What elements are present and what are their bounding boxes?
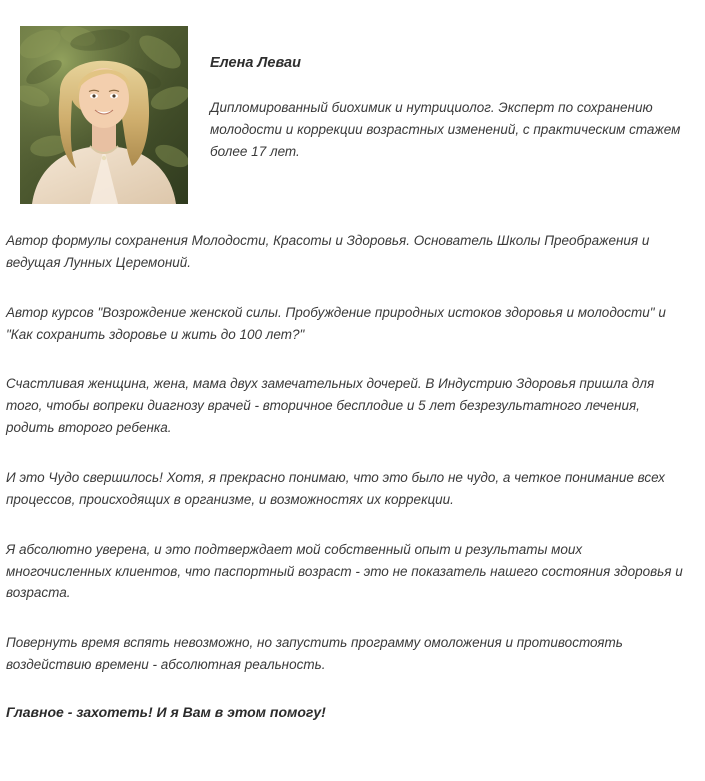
bio-paragraph-4: И это Чудо свершилось! Хотя, я прекрасно понимаю, что это было не чудо, а четкое понимание всех процессов, происходящих в организме, и возможностях их коррекции. <box>6 470 665 507</box>
bio-paragraph-6: Повернуть время вспять невозможно, но запустить программу омоложения и противостоять воздействию времени - абсолютная реальность. <box>6 635 623 673</box>
bio-paragraph-5: Я абсолютно уверена, и это подтверждает мой собственный опыт и результаты моих многочисленных клиентов, что паспортный возраст - это не показатель нашего состояния здоровья и возраста. <box>6 541 683 601</box>
author-lead-text: Дипломированный биохимик и нутрициолог. Эксперт по сохранению молодости и коррекции возрастных изменений, с практическим стажем более 17 лет. <box>210 99 681 159</box>
bio-paragraph-3: Счастливая женщина, жена, мама двух замечательных дочерей. В Индустрию Здоровья пришла для того, чтобы вопреки диагнозу врачей - вторичное бесплодие и 5 лет безрезультатного лечения, родить второго ребенка. <box>6 376 655 436</box>
author-intro-block <box>6 26 691 212</box>
closing-statement: Главное - захотеть! И я Вам в этом помогу! <box>6 704 326 721</box>
author-name: Елена Леваи <box>210 55 301 71</box>
author-photo-container <box>20 26 188 204</box>
bio-paragraph-1: Автор формулы сохранения Молодости, Красоты и Здоровья. Основатель Школы Преображения и ведущая Лунных Церемоний. <box>6 233 650 270</box>
bio-paragraph-2: Автор курсов "Возрождение женской силы. Пробуждение природных истоков здоровья и молодости" и "Как сохранить здоровье и жить до 100 лет?" <box>6 304 666 342</box>
author-photo <box>20 26 188 204</box>
